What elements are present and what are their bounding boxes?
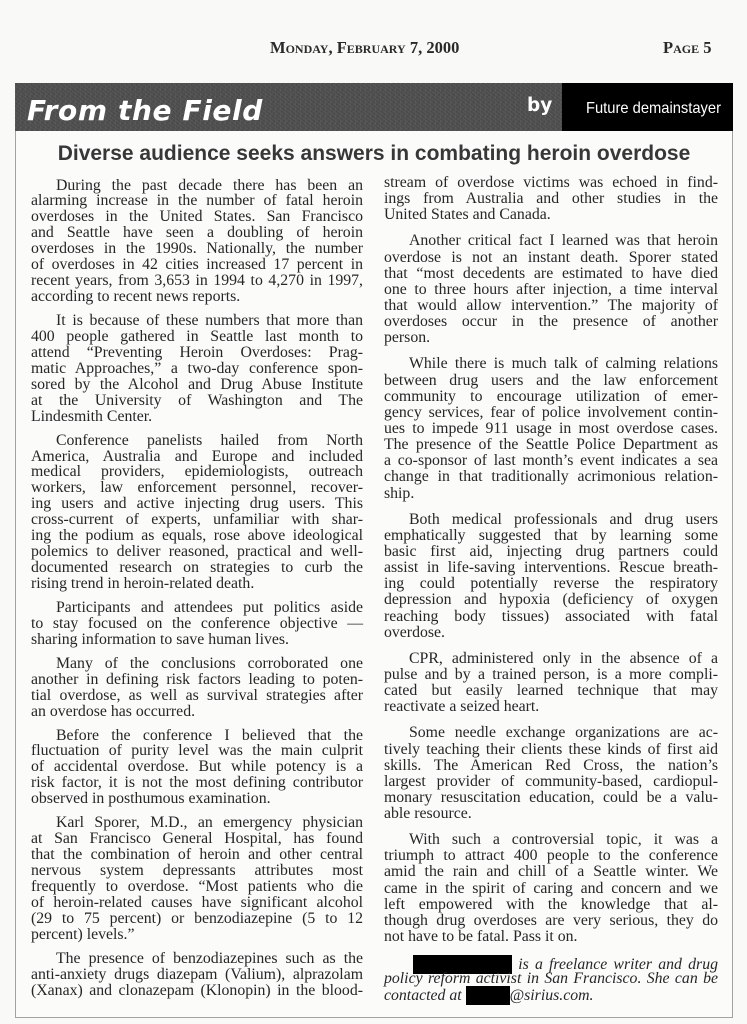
author-byline <box>384 955 718 1005</box>
text-line: recent years, from 3,653 in 1994 to 4,270 in 1997, <box>31 272 363 290</box>
text-line: anti-anxiety drugs diazepam (Valium), alprazolam <box>31 965 363 983</box>
text-line: overdoses occur in the presence of another <box>384 313 718 331</box>
text-line: (Xanax) and clonazepam (Klonopin) in the blood- <box>31 981 363 999</box>
text-line: overdoses in the 1990s. Nationally, the number <box>31 240 363 258</box>
text-line: left empowered with the knowledge that al- <box>384 895 718 913</box>
text-line: ings from Australia and other studies in the <box>384 190 718 208</box>
text-line: one to three hours after injection, a time interval <box>384 280 718 298</box>
text-line: Before the conference I believed that the <box>56 726 363 744</box>
text-line: 400 people gathered in Seattle last month to <box>31 327 363 345</box>
text-line: frequently to overdose. “Most patients who die <box>31 877 363 895</box>
text-line: Participants and attendees put politics aside <box>56 598 363 616</box>
text-line: ing could potentially reverse the respiratory <box>384 575 718 593</box>
text-line: Another critical fact I learned was that heroin <box>409 232 718 250</box>
text-line: came in the spirit of caring and concern and we <box>384 879 718 897</box>
text-line: rising trend in heroin-related death. <box>31 575 255 592</box>
text-line: stream of overdose victims was echoed in find- <box>384 174 718 191</box>
text-line: monary resuscitation education, could be a valu- <box>384 788 718 806</box>
text-line: During the past decade there has been an <box>56 176 363 194</box>
text-line: though drug overdoses are very serious, they do <box>384 911 718 929</box>
text-line: amid the rain and chill of a Seattle winter. We <box>384 863 718 881</box>
byline-text: is a freelance writer and drug <box>518 956 718 974</box>
by-label: by <box>527 95 553 116</box>
text-line: risk factor, it is not the most defining contributor <box>31 774 363 792</box>
text-line: according to recent news reports. <box>31 288 241 306</box>
paragraph <box>31 815 363 943</box>
text-line: that the combination of heroin and other central <box>31 846 363 864</box>
text-line: to stay focused on the conference objective — <box>31 614 363 632</box>
text-line: CPR, administered only in the absence of a <box>409 649 718 667</box>
paragraph <box>384 512 718 641</box>
text-line: change in that traditionally acrimonious relation- <box>384 468 718 486</box>
text-line: not have to be fatal. Pass it on. <box>384 928 578 946</box>
right-column <box>384 174 718 1005</box>
text-line: that would allow intervention.” The majority of <box>384 296 718 314</box>
byline-line: policy reform activist in San Francisco. She can be <box>384 969 718 987</box>
issue-date: Monday, February 7, 2000 <box>270 38 460 57</box>
paragraph <box>31 433 363 592</box>
text-line: assist in life-saving interventions. Rescue breath- <box>384 559 718 577</box>
text-line: overdose. <box>384 623 445 641</box>
text-line: Many of the conclusions corroborated one <box>56 654 363 672</box>
text-line: gency services, fear of police involvement contin- <box>384 403 718 421</box>
text-line: cross-current of experts, unfamiliar with shar- <box>31 511 363 529</box>
text-line: While there is much talk of calming relations <box>409 355 718 373</box>
text-line: an overdose has occurred. <box>31 702 196 720</box>
byline-line <box>384 986 718 1005</box>
text-line: at San Francisco General Hospital, has found <box>31 830 363 848</box>
paragraph <box>384 356 718 501</box>
text-line: cated but easily learned technique that may <box>384 682 718 700</box>
paragraph <box>31 728 363 808</box>
text-line: sored by the Alcohol and Drug Abuse Institute <box>31 375 363 393</box>
text-line: depression and hypoxia (deficiency of oxygen <box>384 591 718 609</box>
text-line: The presence of benzodiazepines such as the <box>56 949 363 967</box>
text-line: emphatically suggested that by learning some <box>384 526 718 544</box>
text-line: Some needle exchange organizations are ac- <box>409 724 718 742</box>
text-line: documented research on strategies to curb the <box>31 559 363 577</box>
text-line: ing the podium as equals, rose above ideological <box>31 527 363 545</box>
text-line: It is because of these numbers that more than <box>56 312 363 329</box>
byline-text: contacted at <box>384 987 462 1005</box>
text-line: fluctuation of purity level was the main culprit <box>31 742 363 760</box>
paragraph <box>384 832 718 945</box>
text-line: overdose is not an instant death. Sporer stated <box>384 248 718 266</box>
text-line: community to encourage utilization of emer- <box>384 387 718 405</box>
text-line: and Seattle have seen a doubling of heroin <box>31 224 363 242</box>
text-line: that “most decedents are estimated to have died <box>384 264 718 282</box>
paragraph <box>31 656 363 720</box>
text-line: ues to impede 911 usage in most overdose cases. <box>384 419 718 437</box>
text-line: percent) levels.” <box>31 925 135 943</box>
text-line: at the University of Washington and The <box>31 391 363 409</box>
text-line: sharing information to save human lives. <box>31 630 289 648</box>
text-line: ship. <box>384 484 415 502</box>
text-line: basic first aid, injecting drug partners could <box>384 542 718 560</box>
byline-line <box>384 955 718 974</box>
text-line: polemics to deliver reasoned, practical and well- <box>31 543 363 561</box>
text-line: largest provider of community-based, cardiopul- <box>384 772 718 790</box>
paragraph <box>31 313 363 425</box>
text-line: reactivate a seized heart. <box>384 698 540 716</box>
text-line: tively teaching their clients these kinds of first aid <box>384 740 718 758</box>
text-line: pulse and by a trained person, is a more compli- <box>384 665 718 683</box>
paragraph <box>384 651 718 716</box>
paragraph <box>384 233 718 346</box>
redacted-email-user <box>466 986 510 1005</box>
text-line: reaching body tissues) associated with fatal <box>384 607 718 625</box>
text-line: Karl Sporer, M.D., an emergency physician <box>56 814 363 832</box>
text-line: of heroin-related causes have significant alcohol <box>31 893 363 911</box>
text-line: Lindesmith Center. <box>31 407 153 425</box>
text-line: of accidental overdose. But while potency is a <box>31 758 363 776</box>
text-line: Both medical professionals and drug users <box>409 510 718 528</box>
left-column <box>31 178 363 999</box>
article-headline: Diverse audience seeks answers in combating heroin overdose <box>57 142 691 165</box>
email-domain: @sirius.com. <box>509 987 594 1005</box>
text-line: person. <box>384 329 431 347</box>
text-line: (29 to 75 percent) or benzodiazepine (5 to 12 <box>31 909 363 927</box>
text-line: able resource. <box>384 805 472 823</box>
text-line: With such a controversial topic, it was a <box>409 831 718 849</box>
text-line: a co-sponsor of last month’s event indicates a sea <box>384 452 718 470</box>
paragraph <box>31 600 363 648</box>
text-line: medical providers, epidemiologists, outreach <box>31 463 363 481</box>
page-number: Page 5 <box>663 38 712 57</box>
author-box <box>562 83 733 131</box>
paragraph <box>31 951 363 999</box>
text-line: ing users and active injecting drug users. This <box>31 495 363 513</box>
text-line: of overdoses in 42 cities increased 17 percent in <box>31 256 363 274</box>
text-line: The presence of the Seattle Police Department as <box>384 436 718 454</box>
text-line: United States and Canada. <box>384 206 551 224</box>
text-line: workers, law enforcement personnel, recover- <box>31 479 363 497</box>
article-box <box>15 83 733 1018</box>
section-banner <box>15 83 733 131</box>
paragraph <box>384 725 718 822</box>
text-line: America, Australia and Europe and included <box>31 447 363 465</box>
text-line: triumph to attract 400 people to the conference <box>384 847 718 865</box>
text-line: matic Approaches,” a two-day conference spon- <box>31 359 363 377</box>
text-line: attend “Preventing Heroin Overdoses: Prag- <box>31 343 363 361</box>
text-line: another in defining risk factors leading to poten- <box>31 670 363 688</box>
section-title: From the Field <box>27 94 263 127</box>
text-line: observed in posthumous examination. <box>31 790 271 808</box>
text-line: tial overdose, as well as survival strategies after <box>31 686 363 704</box>
text-line: Conference panelists hailed from North <box>56 431 363 449</box>
text-line: nervous system depressants attributes most <box>31 862 363 879</box>
text-line: alarming increase in the number of fatal heroin <box>31 192 363 210</box>
text-line: overdoses in the United States. San Francisco <box>31 208 363 226</box>
text-line: skills. The American Red Cross, the nation’s <box>384 756 718 774</box>
paragraph <box>384 175 718 223</box>
text-line: between drug users and the law enforcement <box>384 371 718 389</box>
author-name: Future demainstayer <box>586 100 721 117</box>
paragraph <box>31 178 363 306</box>
